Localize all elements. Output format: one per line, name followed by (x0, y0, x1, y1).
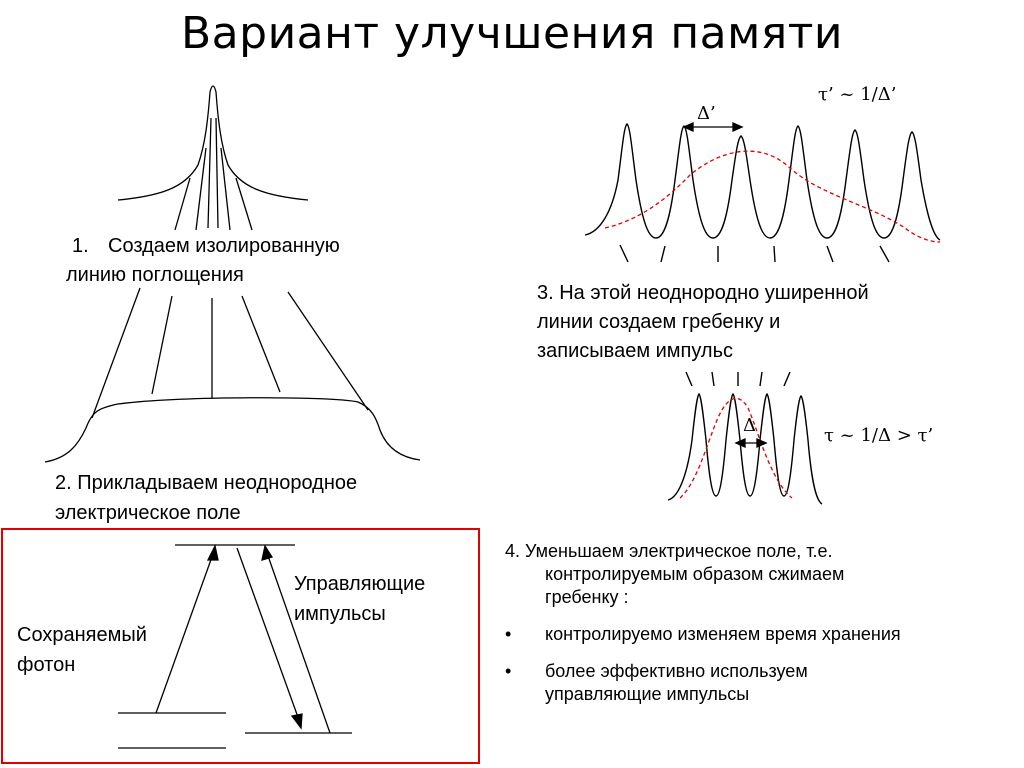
control-pulses-label-line1: Управляющие (294, 573, 426, 595)
step4-intro-line1: 4. Уменьшаем электрическое поле, т.е. (505, 541, 833, 561)
envelope-dashed-wide (605, 151, 940, 242)
step4-intro-line2: контролируемым образом сжимаем (545, 564, 845, 584)
step1-line1: Создаем изолированную (108, 235, 340, 257)
isolated-absorption-line (118, 86, 308, 230)
delta-label: Δ (743, 415, 756, 436)
step4-bullet-2-line2: управляющие импульсы (545, 684, 750, 704)
bullet-icon: • (505, 624, 512, 644)
broadened-absorption-line (45, 288, 420, 462)
delta-prime-arrow (684, 123, 742, 131)
frequency-comb-wide (585, 124, 940, 262)
step2-line1: 2. Прикладываем неоднородное (55, 472, 358, 494)
stored-photon-label-line2: фотон (17, 654, 76, 676)
step4-bullet-1 (505, 623, 1005, 646)
stored-photon-label-line1: Сохраняемый (17, 624, 147, 646)
slide-title: Вариант улучшения памяти (181, 8, 843, 59)
step3-line3: записываем импульс (537, 340, 734, 362)
bullet-icon: • (505, 661, 512, 681)
step4-list (505, 540, 1005, 720)
step4-intro (505, 540, 1005, 609)
step3-line1: 3. На этой неоднородно уширенной (537, 282, 869, 304)
control-pulses-label-line2: импульсы (294, 603, 386, 625)
step1-number: 1. (72, 235, 89, 257)
step4-bullet-1-line1: контролируемо изменяем время хранения (545, 624, 901, 644)
step1-line2: линию поглощения (66, 264, 244, 286)
step3-line2: линии создаем гребенку и (537, 311, 781, 333)
tau-relation: τ ~ 1/Δ > τ’ (824, 425, 934, 446)
step4-bullet-2 (505, 660, 1005, 706)
tau-prime-relation: τ’ ~ 1/Δ’ (818, 84, 897, 105)
step4-bullet-2-line1: более эффективно используем (545, 661, 808, 681)
step2-line2: электрическое поле (55, 502, 241, 524)
step4-intro-line3: гребенку : (545, 587, 629, 607)
delta-prime-label: Δ’ (697, 103, 716, 124)
